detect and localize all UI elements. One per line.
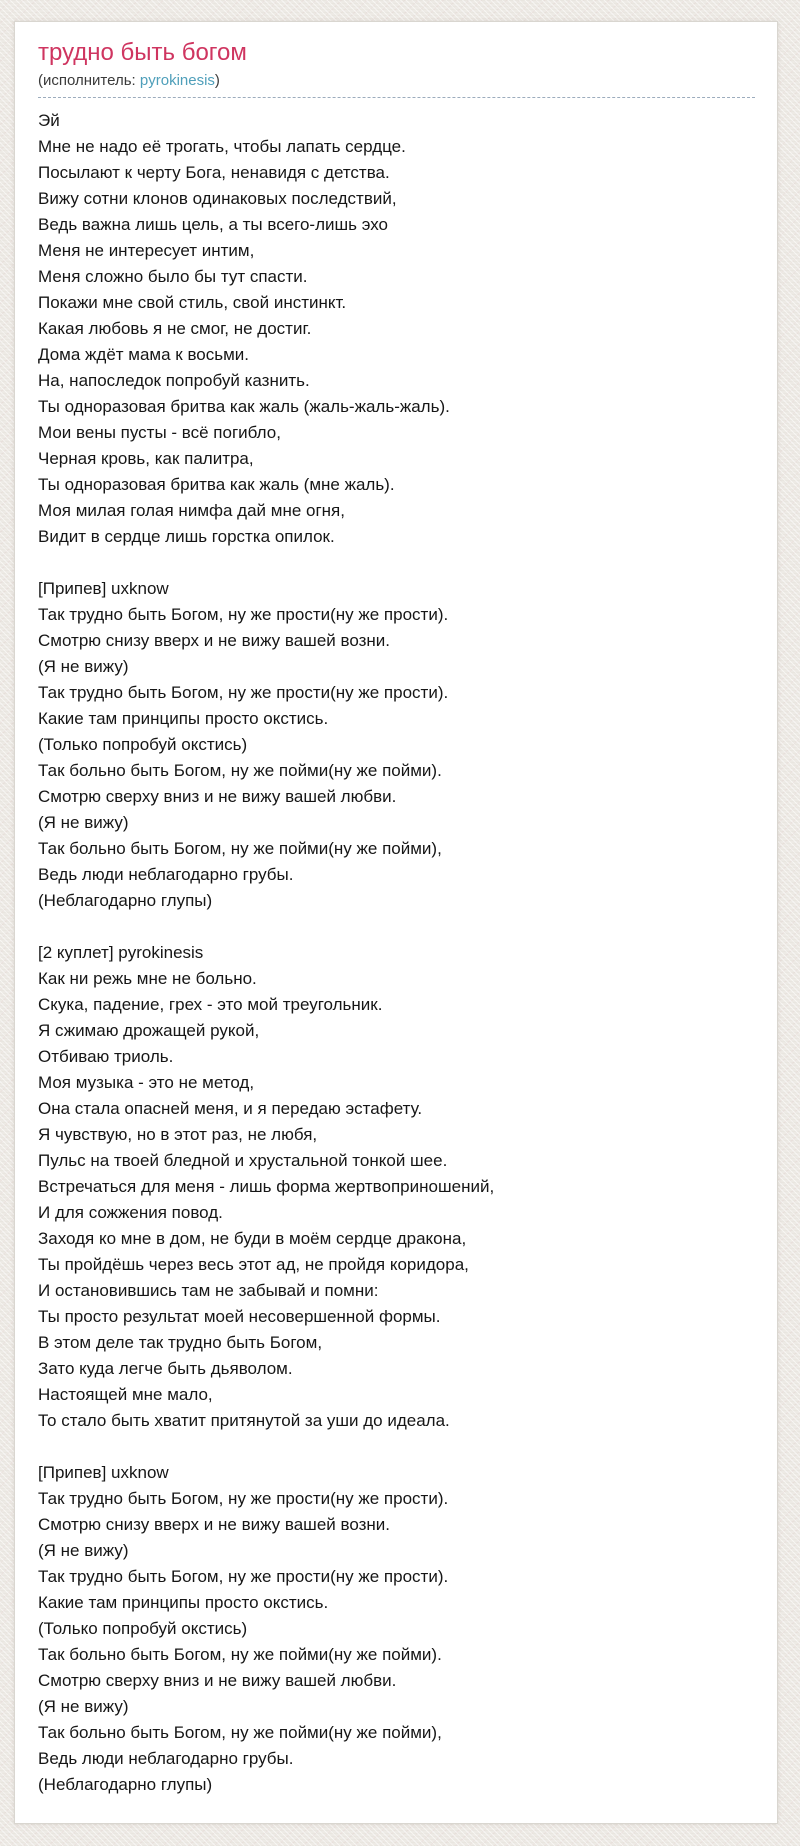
lyric-line: Дома ждёт мама к восьми. <box>38 345 250 364</box>
stanza <box>38 1460 755 1798</box>
lyrics-text <box>38 108 755 1798</box>
artist-line <box>38 71 755 98</box>
stanza <box>38 108 755 550</box>
lyric-line: Черная кровь, как палитра, <box>38 449 254 468</box>
lyric-line: [Припев] uxknow <box>38 579 169 598</box>
lyric-line: Так больно быть Богом, ну же пойми(ну же пойми), <box>38 1723 442 1742</box>
lyric-line: Отбиваю триоль. <box>38 1047 174 1066</box>
lyric-line: Смотрю снизу вверх и не вижу вашей возни. <box>38 631 390 650</box>
lyric-line: Ведь важна лишь цель, а ты всего-лишь эхо <box>38 215 388 234</box>
lyric-line: Покажи мне свой стиль, свой инстинкт. <box>38 293 347 312</box>
lyric-line: Так трудно быть Богом, ну же прости(ну же прости). <box>38 605 449 624</box>
lyric-line: Настоящей мне мало, <box>38 1385 213 1404</box>
lyric-line: (Я не вижу) <box>38 1697 129 1716</box>
lyric-line: Смотрю сверху вниз и не вижу вашей любви. <box>38 1671 397 1690</box>
lyric-line: Видит в сердце лишь горстка опилок. <box>38 527 335 546</box>
lyric-line: (Я не вижу) <box>38 813 129 832</box>
lyric-line: Как ни режь мне не больно. <box>38 969 257 988</box>
lyric-line: [2 куплет] pyrokinesis <box>38 943 204 962</box>
lyric-line: (Неблагодарно глупы) <box>38 891 213 910</box>
lyric-line: (Неблагодарно глупы) <box>38 1775 213 1794</box>
lyric-line: Ты одноразовая бритва как жаль (мне жаль). <box>38 475 395 494</box>
lyric-line: Мне не надо её трогать, чтобы лапать сердце. <box>38 137 406 156</box>
lyric-line: То стало быть хватит притянутой за уши до идеала. <box>38 1411 450 1430</box>
stanza <box>38 940 755 1434</box>
lyric-line: Моя милая голая нимфа дай мне огня, <box>38 501 345 520</box>
lyric-line: Зато куда легче быть дьяволом. <box>38 1359 293 1378</box>
lyric-line: (Только попробуй окстись) <box>38 735 248 754</box>
lyrics-card <box>14 21 778 1824</box>
lyric-line: (Я не вижу) <box>38 1541 129 1560</box>
stanza <box>38 576 755 914</box>
lyric-line: Меня сложно было бы тут спасти. <box>38 267 308 286</box>
lyric-line: Так трудно быть Богом, ну же прости(ну же прости). <box>38 1489 449 1508</box>
lyric-line: На, напоследок попробуй казнить. <box>38 371 310 390</box>
artist-suffix: ) <box>214 72 220 89</box>
lyric-line: Вижу сотни клонов одинаковых последствий, <box>38 189 397 208</box>
song-title: трудно быть богом <box>38 39 247 66</box>
lyric-line: [Припев] uxknow <box>38 1463 169 1482</box>
lyric-line: Ты пройдёшь через весь этот ад, не пройдя коридора, <box>38 1255 469 1274</box>
lyric-line: Так больно быть Богом, ну же пойми(ну же пойми). <box>38 761 442 780</box>
lyric-line: Я чувствую, но в этот раз, не любя, <box>38 1125 318 1144</box>
lyric-line: Смотрю сверху вниз и не вижу вашей любви. <box>38 787 397 806</box>
artist-label: (исполнитель: <box>38 72 136 89</box>
lyric-line: Мои вены пусты - всё погибло, <box>38 423 281 442</box>
lyric-line: Ведь люди неблагодарно грубы. <box>38 1749 294 1768</box>
lyric-line: Ведь люди неблагодарно грубы. <box>38 865 294 884</box>
lyric-line: В этом деле так трудно быть Богом, <box>38 1333 323 1352</box>
lyric-line: Так больно быть Богом, ну же пойми(ну же пойми). <box>38 1645 442 1664</box>
lyric-line: Заходя ко мне в дом, не буди в моём сердце дракона, <box>38 1229 467 1248</box>
lyric-line: Так больно быть Богом, ну же пойми(ну же пойми), <box>38 839 442 858</box>
lyric-line: Какие там принципы просто окстись. <box>38 1593 329 1612</box>
lyric-line: (Только попробуй окстись) <box>38 1619 248 1638</box>
lyric-line: И остановившись там не забывай и помни: <box>38 1281 379 1300</box>
lyric-line: Встречаться для меня - лишь форма жертвоприношений, <box>38 1177 495 1196</box>
lyric-line: Я сжимаю дрожащей рукой, <box>38 1021 260 1040</box>
lyric-line: И для сожжения повод. <box>38 1203 223 1222</box>
lyric-line: Смотрю снизу вверх и не вижу вашей возни. <box>38 1515 390 1534</box>
lyric-line: Какая любовь я не смог, не достиг. <box>38 319 312 338</box>
lyrics-card-content <box>15 22 777 1798</box>
lyric-line: Эй <box>38 111 60 130</box>
lyric-line: Ты просто результат моей несовершенной формы. <box>38 1307 441 1326</box>
lyric-line: Какие там принципы просто окстись. <box>38 709 329 728</box>
lyric-line: Посылают к черту Бога, ненавидя с детства. <box>38 163 390 182</box>
lyric-line: Ты одноразовая бритва как жаль (жаль-жаль-жаль). <box>38 397 450 416</box>
lyric-line: Так трудно быть Богом, ну же прости(ну же прости). <box>38 1567 449 1586</box>
lyric-line: Пульс на твоей бледной и хрустальной тонкой шее. <box>38 1151 448 1170</box>
artist-link[interactable]: pyrokinesis <box>139 72 215 89</box>
lyric-line: (Я не вижу) <box>38 657 129 676</box>
lyric-line: Так трудно быть Богом, ну же прости(ну же прости). <box>38 683 449 702</box>
lyric-line: Скука, падение, грех - это мой треугольник. <box>38 995 383 1014</box>
lyric-line: Она стала опасней меня, и я передаю эстафету. <box>38 1099 423 1118</box>
lyric-line: Меня не интересует интим, <box>38 241 255 260</box>
lyric-line: Моя музыка - это не метод, <box>38 1073 255 1092</box>
